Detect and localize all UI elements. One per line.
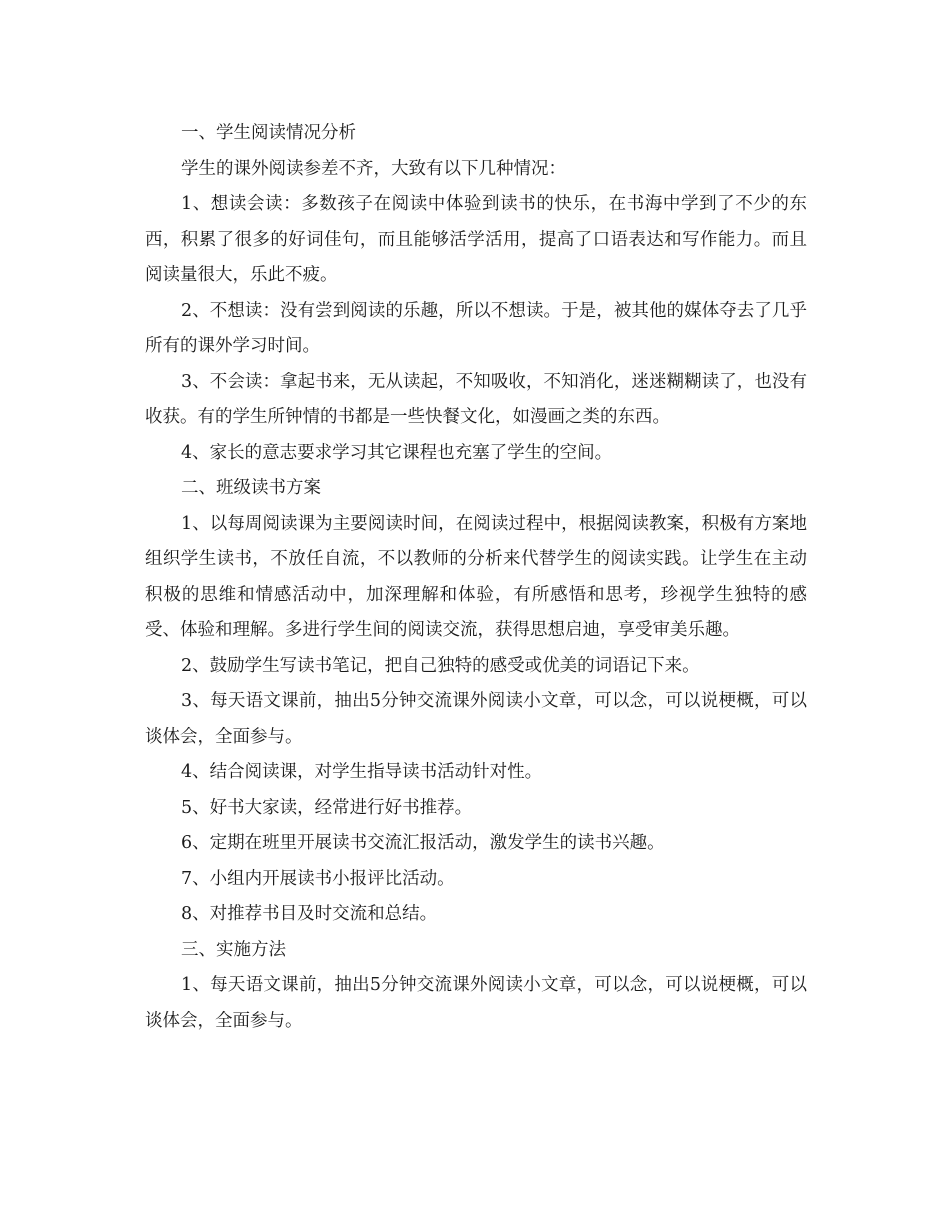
paragraph: 1、以每周阅读课为主要阅读时间，在阅读过程中，根据阅读教案，积极有方案地组织学生读书，不放任自流，不以教师的分析来代替学生的阅读实践。让学生在主动积极的思维和情感活动中，加深理解和体验，有所感悟和思考，珍视学生独特的感受、体验和理解。多进行学生间的阅读交流，获得思想启迪，享受审美乐趣。	[145, 513, 807, 640]
paragraph: 4、家长的意志要求学习其它课程也充塞了学生的空间。	[181, 442, 613, 463]
section-heading: 一、学生阅读情况分析	[181, 123, 356, 143]
paragraph: 2、鼓励学生写读书笔记，把自己独特的感受或优美的词语记下来。	[181, 655, 700, 676]
document-body	[145, 116, 807, 1039]
paragraph: 3、每天语文课前，抽出5分钟交流课外阅读小文章，可以念，可以说梗概，可以谈体会，全面参与。	[145, 691, 807, 747]
paragraph: 8、对推荐书目及时交流和总结。	[181, 904, 438, 924]
section-heading: 二、班级读书方案	[181, 478, 321, 498]
paragraph: 7、小组内开展读书小报评比活动。	[181, 868, 455, 889]
paragraph: 6、定期在班里开展读书交流汇报活动，激发学生的读书兴趣。	[181, 833, 665, 853]
paragraph: 5、好书大家读，经常进行好书推荐。	[181, 797, 473, 818]
paragraph: 1、每天语文课前，抽出5分钟交流课外阅读小文章，可以念，可以说梗概，可以谈体会，全面参与。	[145, 975, 807, 1031]
section-heading: 三、实施方法	[181, 939, 286, 960]
paragraph: 4、结合阅读课，对学生指导读书活动针对性。	[181, 762, 543, 782]
paragraph: 2、不想读：没有尝到阅读的乐趣，所以不想读。于是，被其他的媒体夺去了几乎所有的课外学习时间。	[145, 300, 807, 356]
paragraph: 3、不会读：拿起书来，无从读起，不知吸收，不知消化，迷迷糊糊读了，也没有收获。有的学生所钟情的书都是一些快餐文化，如漫画之类的东西。	[145, 371, 807, 427]
paragraph: 1、想读会读：多数孩子在阅读中体验到读书的快乐，在书海中学到了不少的东西，积累了很多的好词佳句，而且能够活学活用，提高了口语表达和写作能力。而且阅读量很大，乐此不疲。	[145, 194, 807, 285]
paragraph: 学生的课外阅读参差不齐，大致有以下几种情况：	[181, 158, 566, 179]
